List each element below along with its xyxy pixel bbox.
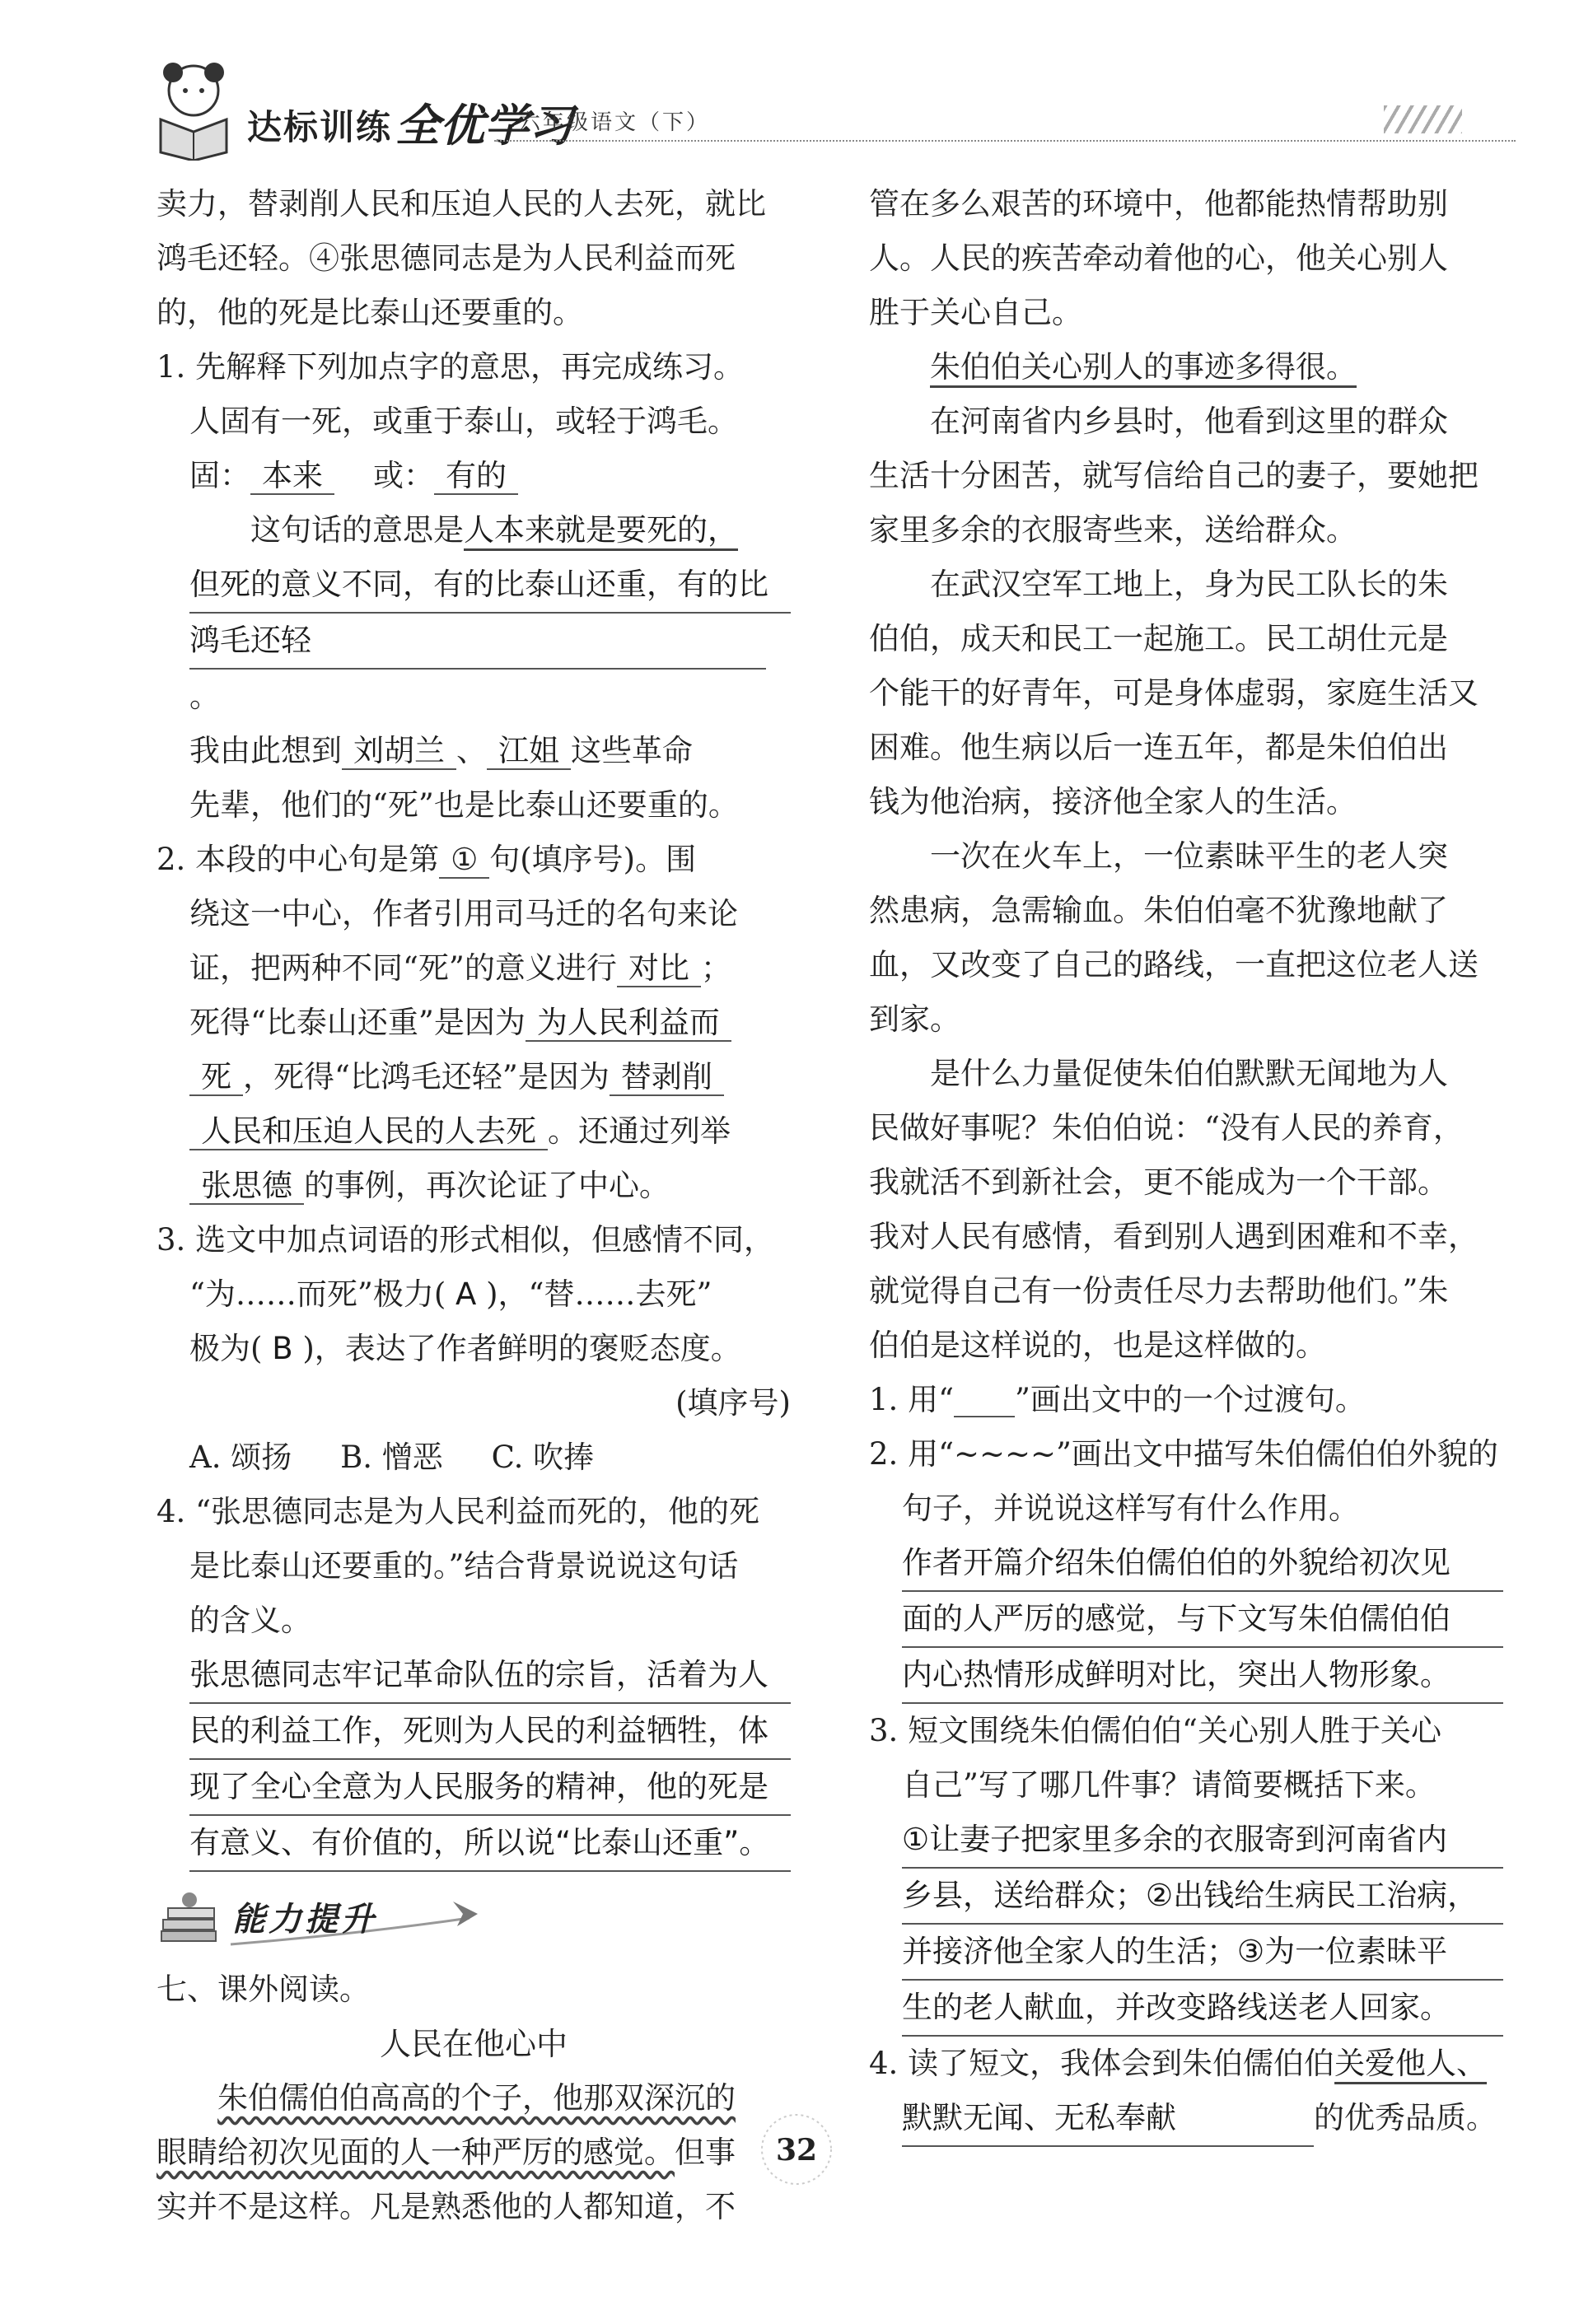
- huo-answer: 有的: [434, 458, 518, 495]
- transition-sentence: [869, 340, 1503, 394]
- question-4-line: 4. “张思德同志是为人民利益而死的，他的死: [156, 1494, 759, 1529]
- story-line: 然患病，急需输血。朱伯伯毫不犹豫地献了: [869, 893, 1448, 928]
- question-2-line: [156, 1159, 791, 1213]
- question-3-line: [156, 1322, 791, 1376]
- q3-text: 极为(: [189, 1331, 263, 1366]
- q2-answer: 死: [189, 1059, 243, 1096]
- q2-text: 2. 本段的中心句是第: [156, 842, 440, 877]
- q2-answer: 对比: [617, 950, 701, 987]
- question-3-options: [156, 1430, 791, 1485]
- q4-answer-line: 张思德同志牢记革命队伍的宗旨，活着为人: [189, 1648, 791, 1704]
- question-1-definitions: [156, 449, 791, 503]
- q2-text: ，死得“比鸿毛还轻”是因为: [243, 1059, 610, 1094]
- story-line: 管在多么艰苦的环境中，他都能热情帮助别: [869, 186, 1448, 222]
- meaning-prefix: 这句话的意思是: [250, 512, 464, 548]
- question-3-answer: [869, 1981, 1503, 2037]
- story-line: 人。人民的疾苦牵动着他的心，他关心别人: [869, 240, 1448, 276]
- brand-secondary: 全优学习: [395, 99, 573, 152]
- huo-label: 或：: [373, 458, 435, 493]
- q2-text: 死得“比泰山还重”是因为: [189, 1005, 526, 1040]
- question-3-line: 3. 短文围绕朱伯儒伯伯“关心别人胜于关心: [869, 1713, 1441, 1748]
- question-2-line: [156, 1050, 791, 1104]
- q2-text: 证，把两种不同“死”的意义进行: [189, 950, 617, 986]
- option-a: A. 颂扬: [189, 1440, 292, 1475]
- question-2-line: [156, 833, 791, 887]
- section-7-heading: 七、课外阅读。: [156, 1972, 370, 2007]
- question-2-answer: [869, 1648, 1503, 1704]
- ability-banner: [156, 1877, 791, 1959]
- q2-text: 句(填序号)。围: [489, 842, 697, 877]
- q2-answer: ①: [439, 842, 489, 879]
- gu-label: 固：: [189, 458, 250, 493]
- question-4-answer: [156, 1816, 791, 1872]
- story-wavy-text: 朱伯儒伯伯高高的个子，他那双深沉的: [217, 2080, 736, 2116]
- story-line: 到家。: [869, 1001, 960, 1037]
- question-2-answer: [869, 1592, 1503, 1648]
- think-suffix: 这些革命: [571, 733, 693, 768]
- meaning-line: [156, 503, 791, 558]
- question-2-line: [156, 996, 791, 1050]
- question-3-answer: [869, 1869, 1503, 1925]
- page-number: 32: [775, 2133, 818, 2168]
- meaning-line: [156, 558, 791, 614]
- story-line: 我对人民有感情，看到别人遇到困难和不幸，: [869, 1219, 1479, 1254]
- option-c: C. 吹捧: [491, 1440, 595, 1475]
- meaning-end: 。: [189, 679, 220, 714]
- story-line: 钱为他治病，接济他全家人的生活。: [869, 784, 1357, 819]
- grade-label: 六年级语文（下）: [519, 110, 711, 135]
- q3-text: “为……而死”极力(: [189, 1276, 446, 1312]
- story-line: 个能干的好青年，可是身体虚弱，家庭生活又: [869, 675, 1479, 711]
- passage-line: 卖力，替剥削人民和压迫人民的人去死，就比: [156, 186, 766, 222]
- think-answer: 江姐: [487, 733, 571, 770]
- question-3-line: [156, 1267, 791, 1322]
- meaning-answer: 人本来就是要死的，: [464, 512, 738, 548]
- q2-answer-line: 面的人严厉的感觉，与下文写朱伯儒伯伯: [902, 1592, 1503, 1648]
- q4-answer: 默默无闻、无私奉献: [902, 2091, 1314, 2147]
- question-1-quote: 人固有一死，或重于泰山，或轻于鸿毛。: [189, 404, 738, 439]
- q4-answer-line: 现了全心全意为人民服务的精神，他的死是: [189, 1760, 791, 1816]
- question-4-line: 是比泰山还要重的。”结合背景说说这句话: [189, 1548, 739, 1584]
- question-2-line: 2. 用“~~~~”画出文中描写朱伯儒伯伯外貌的: [869, 1436, 1498, 1472]
- story-title: 人民在他心中: [379, 2026, 568, 2062]
- q4-answer-line: 民的利益工作，死则为人民的利益牺牲，体: [189, 1704, 791, 1760]
- story-line: 实并不是这样。凡是熟悉他的人都知道，不: [156, 2189, 736, 2224]
- header-hatch-decoration: [1384, 105, 1462, 133]
- q2-answer: 人民和压迫人民的人去死: [189, 1113, 548, 1150]
- q3-answer: B: [272, 1331, 293, 1366]
- story-line: 在河南省内乡县时，他看到这里的群众: [930, 404, 1448, 439]
- think-line: [156, 724, 791, 778]
- think-line: 先辈，他们的“死”也是比泰山还要重的。: [189, 787, 739, 823]
- brand-primary: 达标训练: [247, 107, 393, 147]
- q3-text: )，“替……去死”: [486, 1276, 712, 1312]
- story-line: 就觉得自己有一份责任尽力去帮助他们。”朱: [869, 1273, 1449, 1309]
- q2-answer: 替剥削: [610, 1059, 724, 1096]
- option-b: B. 憎恶: [340, 1440, 443, 1475]
- question-4-line: 的含义。: [189, 1603, 311, 1638]
- question-2-line: 绕这一中心，作者引用司马迁的名句来论: [189, 896, 738, 931]
- question-4-answer: [156, 1760, 791, 1816]
- girl-reading-icon: [148, 58, 239, 161]
- story-line: 我就活不到新社会，更不能成为一个干部。: [869, 1164, 1448, 1200]
- books-icon: [156, 1888, 222, 1946]
- question-3-line: 3. 选文中加点词语的形式相似，但感情不同，: [156, 1222, 775, 1258]
- question-3-line: 自己”写了哪几件事？请简要概括下来。: [902, 1767, 1436, 1803]
- question-3-note: (填序号): [675, 1385, 791, 1421]
- think-answer: 刘胡兰: [342, 733, 456, 770]
- q4-text: 的优秀品质。: [1314, 2100, 1497, 2135]
- q4-answer: 关爱他人、: [1334, 2046, 1488, 2081]
- story-text: 但事: [675, 2135, 736, 2170]
- header-divider: [494, 140, 1516, 142]
- think-prefix: 我由此想到: [189, 733, 342, 768]
- story-line: 在武汉空军工地上，身为民工队长的朱: [930, 567, 1448, 602]
- question-2-line: 句子，并说说这样写有什么作用。: [902, 1491, 1359, 1526]
- story-line: 是什么力量促使朱伯伯默默无闻地为人: [930, 1056, 1448, 1091]
- story-wavy-text: 眼睛给初次见面的人一种严厉的感觉。: [156, 2135, 675, 2170]
- story-line: 血，又改变了自己的路线，一直把这位老人送: [869, 947, 1479, 982]
- q2-answer-line: 内心热情形成鲜明对比，突出人物形象。: [902, 1648, 1503, 1704]
- question-3-answer: [869, 1925, 1503, 1981]
- q3-answer-line: ①让妻子把家里多余的衣服寄到河南省内: [902, 1813, 1503, 1869]
- q2-text: 的事例，再次论证了中心。: [304, 1168, 670, 1203]
- right-column: [869, 177, 1503, 2147]
- story-line: 困难。他生病以后一连五年，都是朱伯伯出: [869, 730, 1448, 765]
- question-1-line: 1. 用“____”画出文中的一个过渡句。: [869, 1382, 1366, 1417]
- think-sep: 、: [456, 733, 487, 768]
- q3-text: )，表达了作者鲜明的褒贬态度。: [302, 1331, 741, 1366]
- gu-answer: 本来: [250, 458, 334, 495]
- question-4-answer: [156, 1704, 791, 1760]
- question-2-answer: [869, 1536, 1503, 1592]
- question-1-stem: 1. 先解释下列加点字的意思，再完成练习。: [156, 349, 745, 385]
- meaning-answer: 鸿毛还轻: [189, 614, 766, 670]
- meaning-answer: 但死的意义不同，有的比泰山还重，有的比: [189, 558, 791, 614]
- q2-text: ；: [700, 950, 731, 986]
- q4-text: 4. 读了短文，我体会到朱伯儒伯伯: [869, 2046, 1335, 2081]
- q3-answer-line: 生的老人献血，并改变路线送老人回家。: [902, 1981, 1503, 2037]
- story-line: 伯伯是这样说的，也是这样做的。: [869, 1328, 1326, 1363]
- question-4-answer: [156, 1648, 791, 1704]
- story-line: 生活十分困苦，就写信给自己的妻子，要她把: [869, 458, 1479, 493]
- q3-answer: A: [455, 1276, 477, 1312]
- story-line: 家里多余的衣服寄些来，送给群众。: [869, 512, 1357, 548]
- transition-underlined: 朱伯伯关心别人的事迹多得很。: [930, 349, 1357, 385]
- story-line: 一次在火车上，一位素昧平生的老人突: [930, 838, 1448, 874]
- passage-line: 的，他的死是比泰山还要重的。: [156, 295, 583, 330]
- q2-text: 。还通过列举: [548, 1113, 731, 1149]
- question-2-line: [156, 941, 791, 996]
- q3-answer-line: 并接济他全家人的生活；③为一位素昧平: [902, 1925, 1503, 1981]
- q3-answer-line: 乡县，送给群众；②出钱给生病民工治病，: [902, 1869, 1503, 1925]
- question-2-line: [156, 1104, 791, 1159]
- story-line: 民做好事呢？朱伯伯说：“没有人民的养育，: [869, 1110, 1464, 1146]
- passage-line: 鸿毛还轻。④张思德同志是为人民利益而死: [156, 240, 736, 276]
- left-column: [156, 177, 791, 2234]
- banner-title: 能力提升: [232, 1901, 377, 1939]
- question-4-line: [869, 2037, 1503, 2091]
- question-3-answer: [869, 1813, 1503, 1869]
- q2-answer: 张思德: [189, 1168, 304, 1205]
- q2-answer: 为人民利益而: [526, 1005, 731, 1042]
- story-line: [156, 2071, 791, 2126]
- meaning-line: [156, 614, 791, 724]
- story-line: 胜于关心自己。: [869, 295, 1082, 330]
- q2-answer-line: 作者开篇介绍朱伯儒伯伯的外貌给初次见: [902, 1536, 1503, 1592]
- q4-answer-line: 有意义、有价值的，所以说“比泰山还重”。: [189, 1816, 791, 1872]
- page-header: [148, 58, 1466, 165]
- story-line: 伯伯，成天和民工一起施工。民工胡仕元是: [869, 621, 1448, 656]
